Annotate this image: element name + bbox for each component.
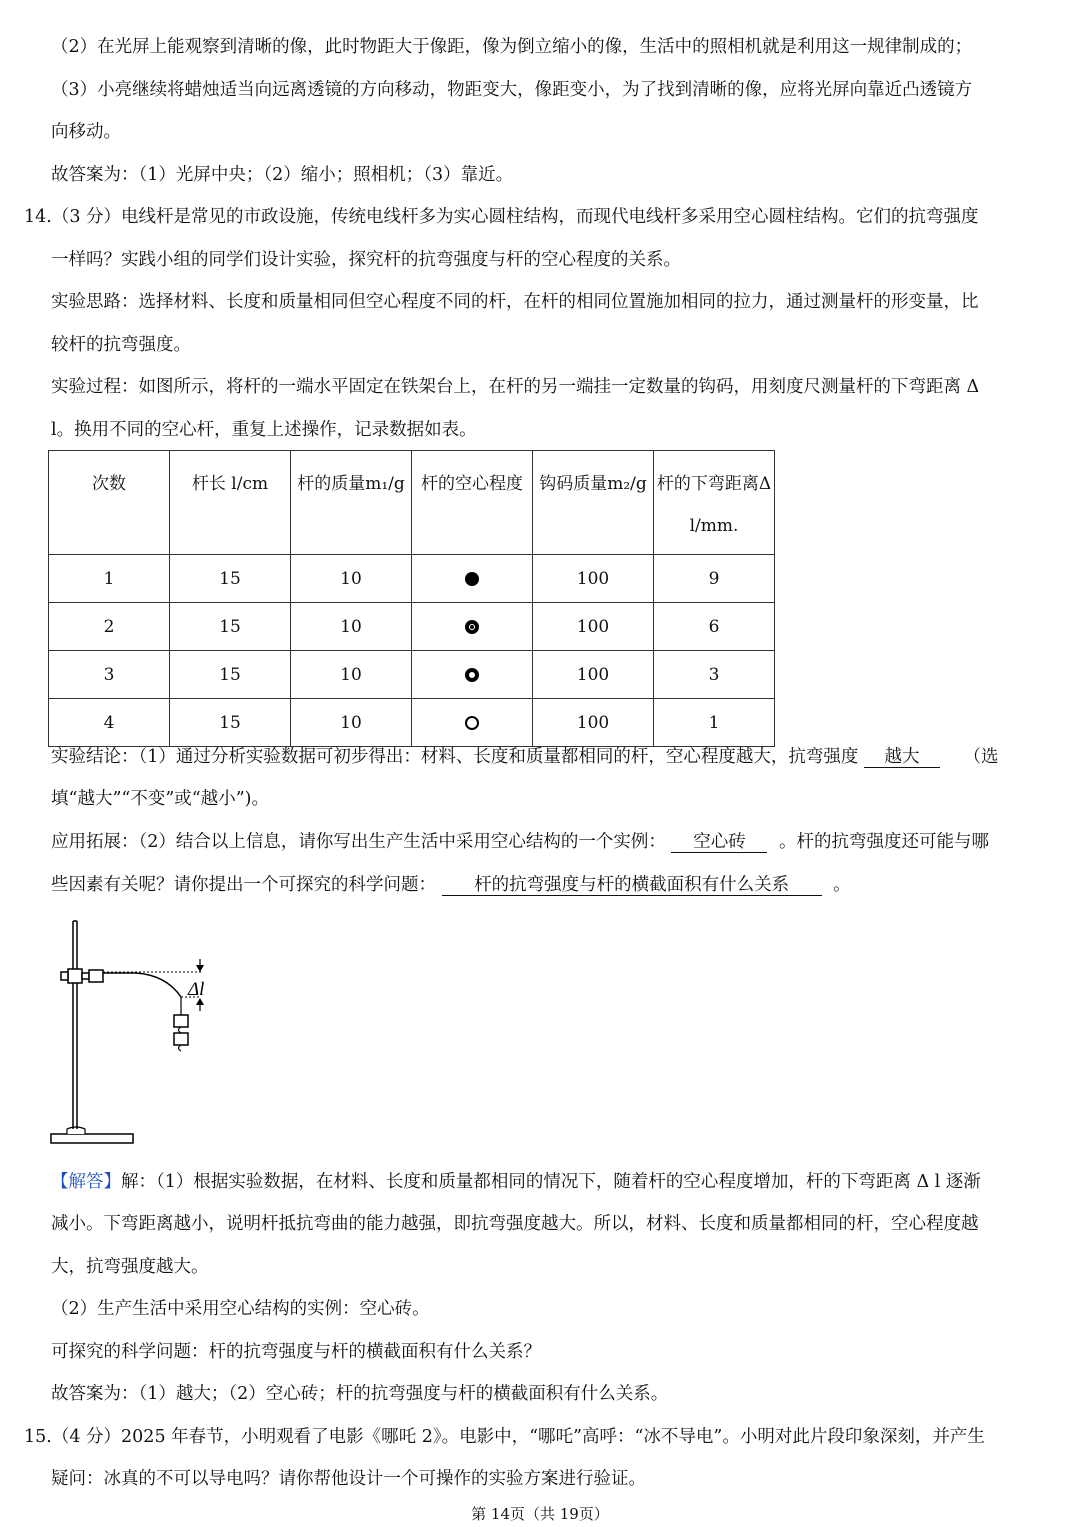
text-line: 实验思路：选择材料、长度和质量相同但空心程度不同的杆，在杆的相同位置施加相同的拉力，通过测量杆的形变量，比 — [51, 292, 979, 312]
large-hollow-circle-icon — [465, 716, 479, 730]
table-row — [49, 651, 775, 699]
delta-l-label: Δl — [188, 979, 205, 1000]
table-cell: 10 — [291, 651, 412, 699]
answer-blank: 空心砖 — [671, 832, 767, 853]
table-cell: 1 — [654, 699, 775, 747]
text-line: 较杆的抗弯强度。 — [51, 335, 191, 355]
text-line: 减小。下弯距离越小，说明杆抵抗弯曲的能力越强，即抗弯强度越大。所以，材料、长度和质量都相同的杆，空心程度越 — [51, 1214, 979, 1234]
table-cell: 10 — [291, 603, 412, 651]
iron-stand-diagram — [46, 915, 216, 1147]
text-line: 故答案为：（1）越大；（2）空心砖；杆的抗弯强度与杆的横截面积有什么关系。 — [51, 1384, 669, 1404]
answer-tag: 【解答】 — [51, 1172, 121, 1192]
table-row — [49, 555, 775, 603]
data-table — [48, 450, 775, 747]
table-cell: 3 — [654, 651, 775, 699]
table-cell: 15 — [170, 555, 291, 603]
text-line: 向移动。 — [51, 122, 121, 142]
text-line: 填“越大”“不变”或“越小”)。 — [51, 789, 270, 809]
application-line: 应用拓展：（2）结合以上信息，请你写出生产生活中采用空心结构的一个实例： 空心砖 。杆的抗弯强度还可能与哪 — [51, 832, 990, 852]
table-cell: 10 — [291, 699, 412, 747]
table-header: 次数 — [49, 451, 170, 555]
table-header: 杆的空心程度 — [412, 451, 533, 555]
answer-line: 【解答】解：（1）根据实验数据，在材料、长度和质量都相同的情况下，随着杆的空心程度增加，杆的下弯距离 Δ l 逐渐 — [51, 1172, 981, 1192]
table-cell: 3 — [49, 651, 170, 699]
question-15-stem: 15.（4 分）2025 年春节，小明观看了电影《哪吒 2》。电影中，“哪吒”高呼：“冰不导电”。小明对此片段印象深刻，并产生 — [24, 1427, 985, 1447]
table-header: 杆的下弯距离Δ l/mm. — [654, 451, 775, 555]
answer-blank: 杆的抗弯强度与杆的横截面积有什么关系 — [442, 875, 822, 896]
table-cell: 1 — [49, 555, 170, 603]
table-cell: 15 — [170, 699, 291, 747]
table-cell: 15 — [170, 603, 291, 651]
apparatus-figure — [46, 915, 216, 1152]
table-header: 杆的质量m₁/g — [291, 451, 412, 555]
table-cell — [412, 651, 533, 699]
text-line: 大，抗弯强度越大。 — [51, 1257, 209, 1277]
table-cell: 15 — [170, 651, 291, 699]
table-header-row — [49, 451, 775, 555]
question-number: 14. — [24, 207, 52, 227]
table-cell: 100 — [533, 651, 654, 699]
text-line: 一样吗？实践小组的同学们设计实验，探究杆的抗弯强度与杆的空心程度的关系。 — [51, 250, 681, 270]
answer-blank: 越大 — [864, 747, 940, 768]
text-line: l。换用不同的空心杆，重复上述操作，记录数据如表。 — [51, 420, 477, 440]
table-cell: 100 — [533, 699, 654, 747]
table-cell: 2 — [49, 603, 170, 651]
text-line: 故答案为：（1）光屏中央；（2）缩小；照相机；（3）靠近。 — [51, 165, 514, 185]
text-line: 可探究的科学问题：杆的抗弯强度与杆的横截面积有什么关系？ — [51, 1342, 541, 1362]
page-footer: 第 14页（共 19页） — [471, 1505, 609, 1523]
conclusion-line: 实验结论：（1）通过分析实验数据可初步得出：材料、长度和质量都相同的杆，空心程度越大，抗弯强度 越大 （选 — [51, 747, 999, 767]
question-number: 15. — [24, 1427, 52, 1447]
table-cell: 10 — [291, 555, 412, 603]
application-line: 些因素有关呢？请你提出一个可探究的科学问题： 杆的抗弯强度与杆的横截面积有什么关系 。 — [51, 875, 851, 895]
table-row — [49, 699, 775, 747]
table-cell — [412, 603, 533, 651]
table-header: 钩码质量m₂/g — [533, 451, 654, 555]
table-row — [49, 603, 775, 651]
small-hollow-circle-icon — [465, 620, 479, 634]
question-14-stem: 14.（3 分）电线杆是常见的市政设施，传统电线杆多为实心圆柱结构，而现代电线杆多采用空心圆柱结构。它们的抗弯强度 — [24, 207, 979, 227]
medium-hollow-circle-icon — [465, 668, 479, 682]
table-cell — [412, 555, 533, 603]
text-line: （2）生产生活中采用空心结构的实例：空心砖。 — [51, 1299, 430, 1319]
solid-circle-icon — [465, 572, 479, 586]
text-line: 疑问：冰真的不可以导电吗？请你帮他设计一个可操作的实验方案进行验证。 — [51, 1469, 646, 1489]
text-line: 实验过程：如图所示，将杆的一端水平固定在铁架台上，在杆的另一端挂一定数量的钩码，用刻度尺测量杆的下弯距离 Δ — [51, 377, 980, 397]
table-header: 杆长 l/cm — [170, 451, 291, 555]
table-cell — [412, 699, 533, 747]
table-cell: 100 — [533, 555, 654, 603]
table-cell: 4 — [49, 699, 170, 747]
table-cell: 6 — [654, 603, 775, 651]
table-cell: 9 — [654, 555, 775, 603]
text-line: （2）在光屏上能观察到清晰的像，此时物距大于像距，像为倒立缩小的像，生活中的照相机就是利用这一规律制成的； — [51, 37, 973, 57]
text-line: （3）小亮继续将蜡烛适当向远离透镜的方向移动，物距变大，像距变小，为了找到清晰的像，应将光屏向靠近凸透镜方 — [51, 80, 973, 100]
table-cell: 100 — [533, 603, 654, 651]
